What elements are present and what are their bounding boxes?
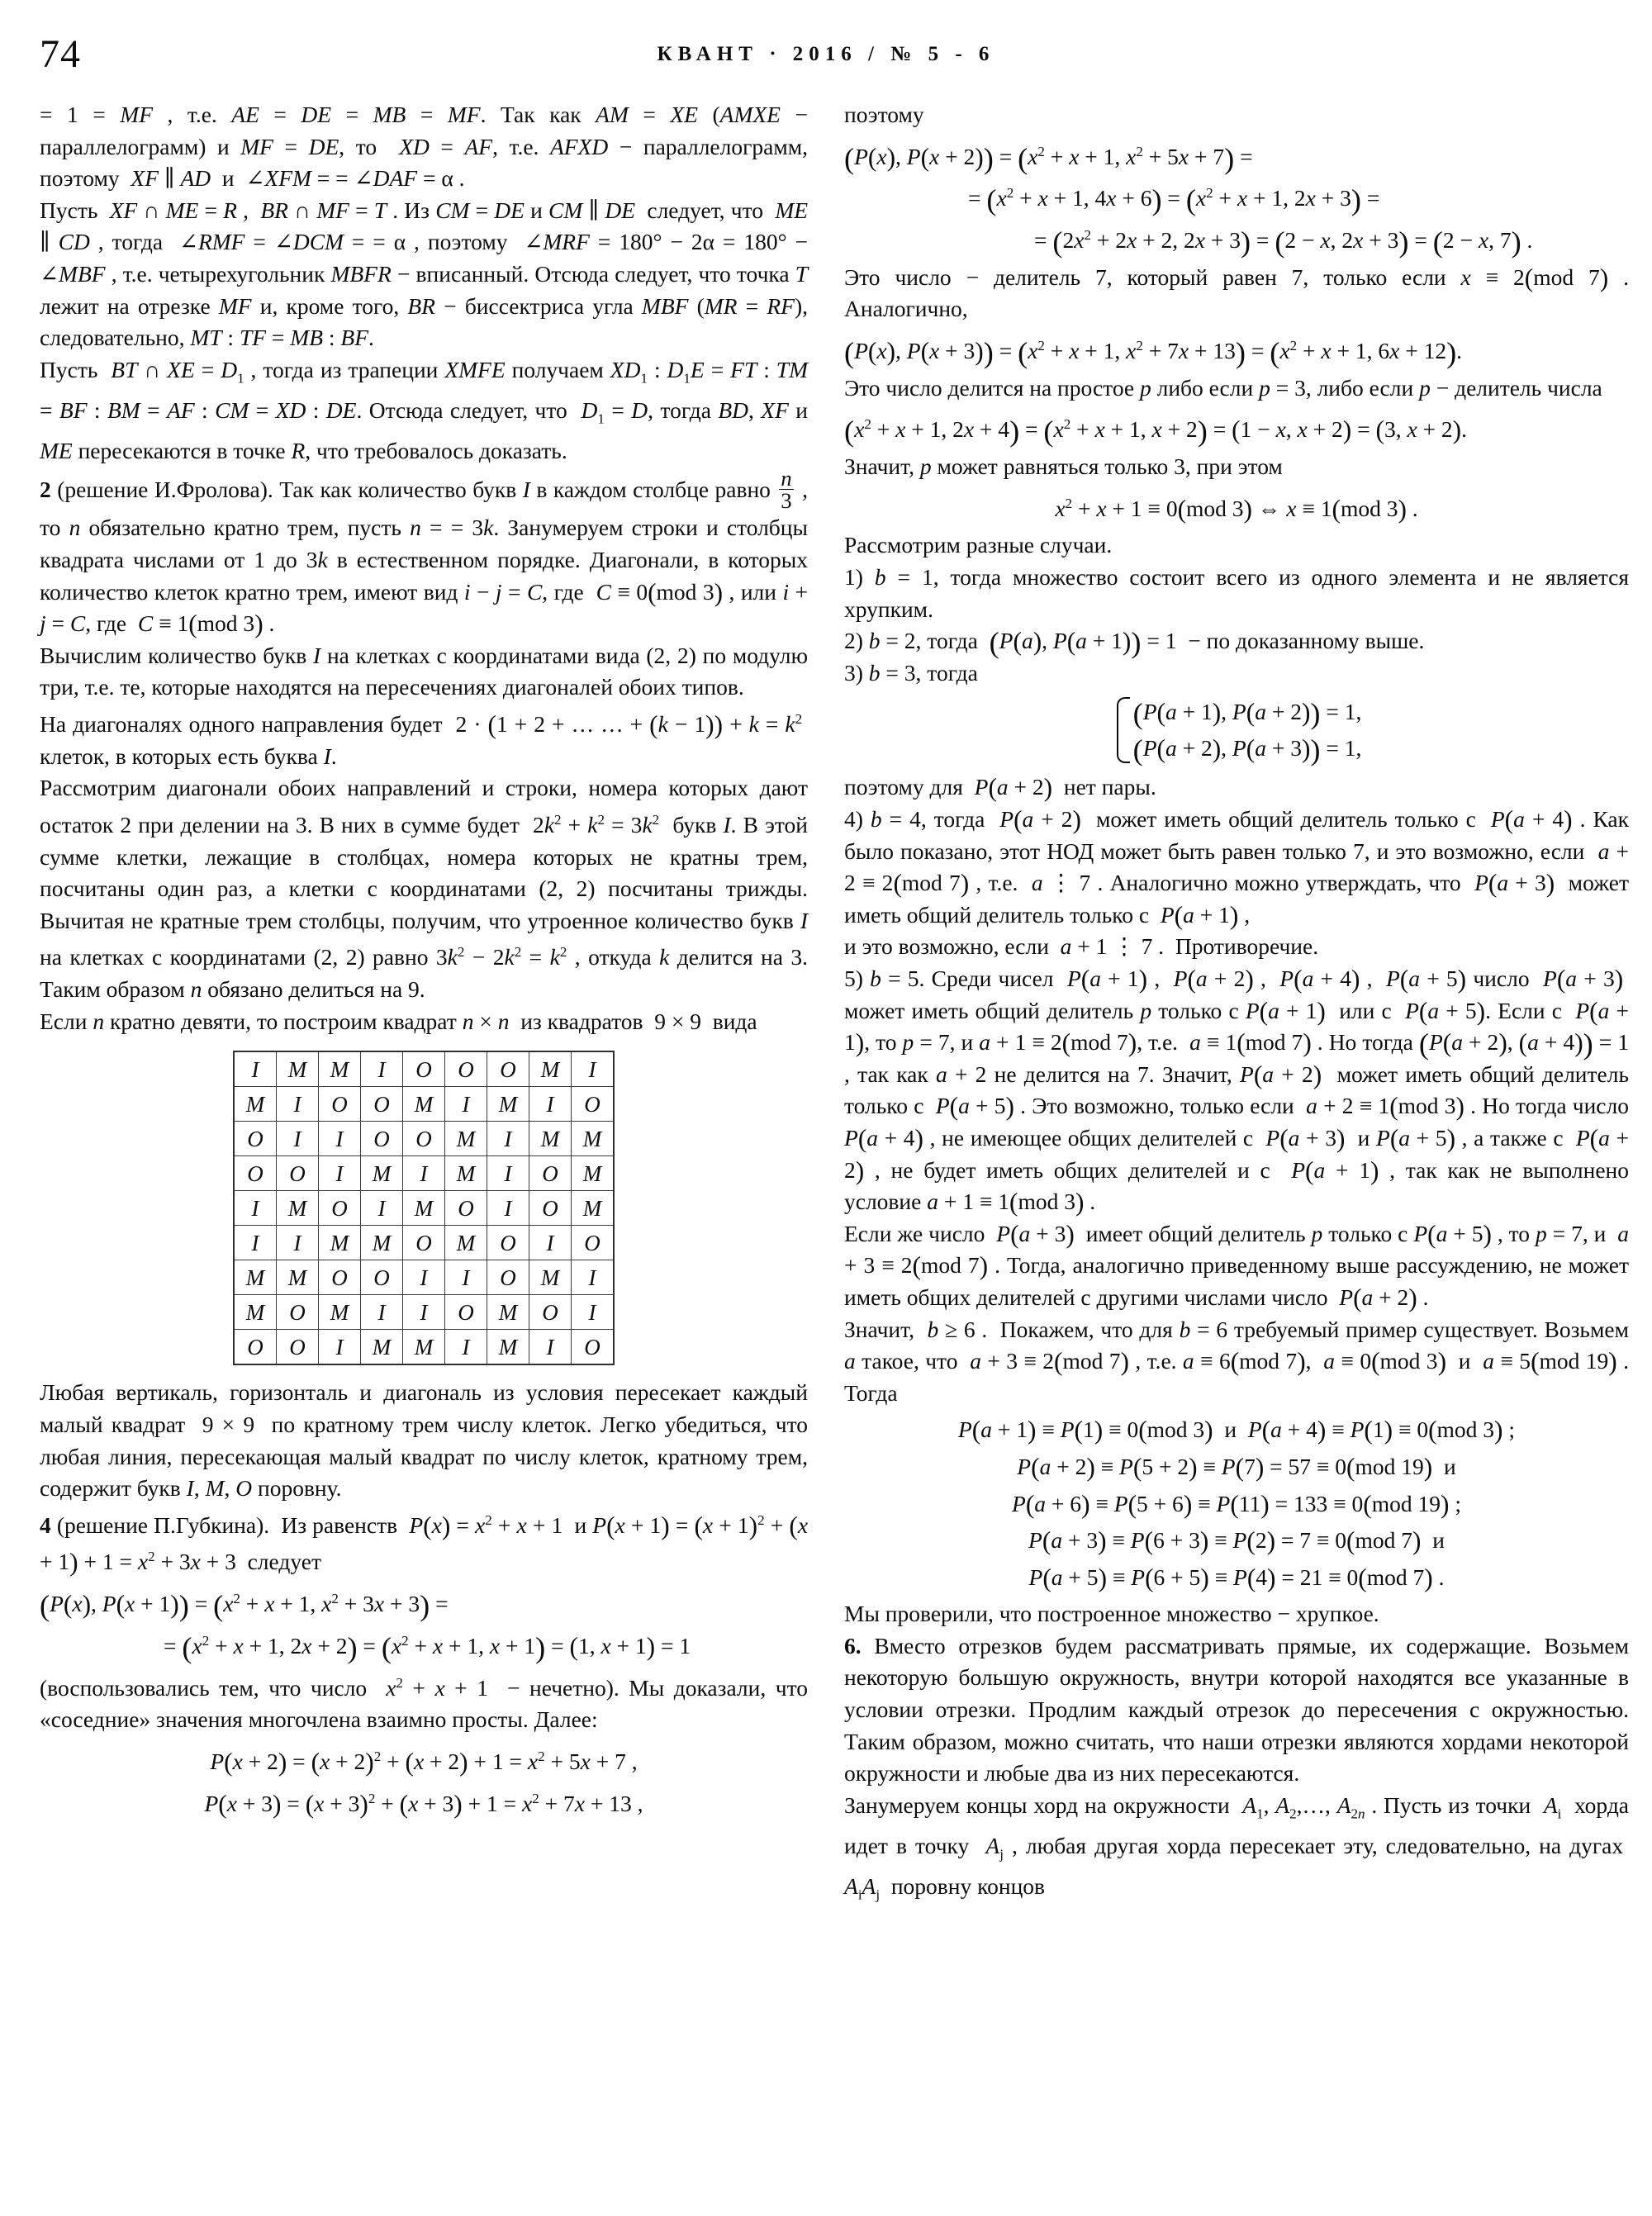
letter-grid-cell: O (361, 1087, 403, 1122)
paragraph-r8: 3) b = 3, тогда (844, 659, 978, 686)
letter-grid-row (234, 1051, 614, 1087)
letter-grid-cell: M (487, 1087, 529, 1122)
letter-grid-cell: M (529, 1051, 572, 1087)
letter-grid-cell: I (572, 1295, 615, 1330)
paragraph-l9: Любая вертикаль, горизонталь и диагональ из условия пересекает каждый малый квадрат 9 × 9 по кратному трем числу клеток. Легко убедиться, что любая линия, пересекающая малый квадрат по числу клеток, кратному трем, содержит букв I, M, O поровну. (40, 1379, 808, 1502)
paragraph-r12: 5) b = 5. Среди чисел P(a + 1) , P(a + 2) , P(a + 4) , P(a + 5) число P(a + 3) может иметь общий делитель p только с P(a + 1) или с P(a + 5). Если с P(a + 1), то p = 7, и a + 1 ≡ 2(mod 7), т.е. a ≡ 1(mod 7) . Но тогда (P(a + 2), (a + 4)) = 1 , так как a + 2 не делится на 7. Значит, P(a + 2) может иметь общий делитель только с P(a + 5) . Это возможно, только если a + 2 ≡ 1(mod 3) . Но тогда число P(a + 4) , не имеющее общих делителей с P(a + 3) и P(a + 5) , а также с P(a + 2) , не будет иметь общих делителей и с P(a + 1) , так как не выполнено условие a + 1 ≡ 1(mod 3) . (844, 964, 1630, 1217)
letter-grid-cell: M (487, 1330, 529, 1365)
letter-grid-row (234, 1330, 614, 1365)
display-formula-r7: P(a + 1) ≡ P(1) ≡ 0(mod 3) и P(a + 4) ≡ P(1) ≡ 0(mod 3) ; (957, 1416, 1516, 1445)
letter-grid-cell: O (445, 1051, 487, 1087)
letter-grid-cell: I (277, 1226, 319, 1260)
letter-grid-cell: I (403, 1156, 445, 1191)
letter-grid-cell: O (319, 1087, 361, 1122)
letter-grid-cell: O (234, 1156, 277, 1191)
display-formula-r1: (P(x), $P(x + 2)) = (x^2 + x + 1$, $x^2 + 5x + 7$) = (844, 141, 1253, 175)
letter-grid-cell: I (361, 1295, 403, 1330)
letter-grid-cell: M (234, 1260, 277, 1295)
paragraph-l5: Вычислим количество букв I на клетках с координатами вида (2, 2) по модулю три, т.е. те, которые находятся на пересечениях диагоналей обоих типов. (40, 642, 808, 700)
paragraph-r14: Значит, b ≥ 6 . Покажем, что для b = 6 требуемый пример существует. Возьмем a такое, что a + 3 ≡ 2(mod 7) , т.е. a ≡ 6(mod 7), a ≡ 0(mod 3) и a ≡ 5(mod 19) . Тогда (844, 1316, 1630, 1406)
letter-grid-cell: I (319, 1122, 361, 1156)
letter-grid-row (234, 1295, 614, 1330)
letter-grid-cell: O (319, 1260, 361, 1295)
letter-grid-figure (40, 1051, 808, 1365)
display-formula-l3: $P(x + 2) = (x + 2)^2 + (x + 2) + 1 = x^2 + 5x + 7$ , (210, 1748, 638, 1777)
letter-grid-cell: M (529, 1260, 572, 1295)
letter-grid-cell: O (445, 1191, 487, 1226)
letter-grid-row (234, 1260, 614, 1295)
letter-grid-cell: O (361, 1122, 403, 1156)
paragraph-l3: Пусть BT ∩ XE = $D_1$ , тогда из трапеции XMFE получаем $XD_1$ : $D_1E$ = FT : TM = BF : BM = AF : CM = XD : DE. Отсюда следует, что $D_1 = D$, тогда BD, XF и ME пересекаются в точке R, что требовалось доказать. (40, 356, 809, 463)
letter-grid-cell: M (234, 1295, 277, 1330)
display-formula-r9: P(a + 6) ≡ P(5 + 6) ≡ P(11) = 133 ≡ 0(mod 19) ; (1012, 1489, 1461, 1519)
letter-grid-cell: M (572, 1122, 615, 1156)
paragraph-r16: 6. Вместо отрезков будем рассматривать прямые, их содержащие. Возьмем некоторую большую окружность, внутри которой находятся все указанные в условии отрезки. Продлим каждый отрезок до пересечения с окружностью. Таким образом, можно считать, что наши отрезки являются хордами некоторой окружности и любые два из них пересекаются. (844, 1632, 1629, 1787)
display-formula-r2: = ($x^2 + x + 1$, $4x + 6) = (x^2 + x + 1$, 2x + 3) = (968, 183, 1380, 217)
letter-grid-cell: I (487, 1191, 529, 1226)
paragraph-r4: Значит, p может равняться только 3, при этом (844, 453, 1283, 480)
letter-grid-cell: I (445, 1087, 487, 1122)
letter-grid-cell: M (445, 1156, 487, 1191)
letter-grid-cell: I (445, 1260, 487, 1295)
letter-grid-cell: O (403, 1226, 445, 1260)
left-column (40, 99, 808, 1825)
paragraph-r2: Это число − делитель 7, который равен 7, только если x ≡ 2(mod 7) . Аналогично, (844, 263, 1629, 322)
problem-marker-6: 6. (844, 1632, 862, 1658)
letter-grid-cell: O (277, 1156, 319, 1191)
letter-grid-cell: O (529, 1295, 572, 1330)
paragraph-r9: поэтому для P(a + 2) нет пары. (844, 773, 1156, 803)
right-column (844, 99, 1629, 1911)
letter-grid-cell: I (487, 1122, 529, 1156)
letter-grid-cell: M (572, 1191, 615, 1226)
letter-grid-cell: O (277, 1295, 319, 1330)
letter-grid-cell: O (529, 1191, 572, 1226)
letter-grid-cell: O (234, 1330, 277, 1365)
letter-grid-cell: I (403, 1260, 445, 1295)
paragraph-l4: 2 (решение И.Фролова). Так как количество букв I в каждом столбце равно $\frac{n}{3}$ , то n обязательно кратно трем, пусть n = = 3k. Занумеруем строки и столбцы квадрата числами от 1 до 3k в естественном порядке. Диагонали, в которых количество клеток кратно трем, имеют вид i − j = C, где C ≡ 0(mod 3) , или i + j = C, где C ≡ 1(mod 3) . (40, 465, 809, 639)
letter-grid-cell: I (572, 1260, 615, 1295)
paragraph-r15: Мы проверили, что построенное множество − хрупкое. (844, 1601, 1379, 1627)
letter-grid-cell: I (234, 1051, 277, 1087)
display-formula-r8: P(a + 2) ≡ P(5 + 2) ≡ P(7) = 57 ≡ 0(mod 19) и (1017, 1452, 1456, 1482)
letter-grid-cell: I (529, 1330, 572, 1365)
paragraph-l6: На диагоналях одного направления будет 2 · (1 + 2 + … … + $(k - 1)) + k = k^2$ клеток, в которых есть буква I. (40, 709, 809, 769)
paragraph-l1: = 1 = MF , т.е. AE = DE = MB = MF. Так как AM = XE (AMXE − параллелограмм) и MF = DE, то XD = AF, т.е. AFXD − параллелограмм, поэтому XF ∥ AD и ∠XFM = = ∠DAF = α . (40, 102, 809, 192)
letter-grid-row (234, 1226, 614, 1260)
letter-grid-cell: I (487, 1156, 529, 1191)
letter-grid-cell: O (361, 1260, 403, 1295)
paragraph-r13: Если же число P(a + 3) имеет общий делитель p только с P(a + 5) , то p = 7, и a + 3 ≡ 2(mod 7) . Тогда, аналогично приведенному выше рассуждению, не может иметь общих делителей с другими числами число P(a + 2) . (844, 1219, 1629, 1312)
letter-grid-row (234, 1122, 614, 1156)
display-formula-r5: ($x^2 + x + 1$, $2x + 4) = (x^2 + x + 1$, x + 2) = (1 − x, x + 2) = (3, x + 2). (844, 415, 1467, 448)
letter-grid-cell: M (572, 1156, 615, 1191)
letter-grid-cell: O (403, 1122, 445, 1156)
letter-grid-cell: M (234, 1087, 277, 1122)
problem-marker-4: 4 (40, 1511, 51, 1538)
display-formula-l2: = ($x^2 + x + 1$, $2x + 2) = (x^2 + x + 1$, x + 1) = (1, x + 1) = 1 (164, 1631, 691, 1665)
letter-grid-cell: M (319, 1051, 361, 1087)
page-number: 74 (40, 32, 81, 76)
letter-grid-cell: M (361, 1330, 403, 1365)
letter-grid-row (234, 1191, 614, 1226)
letter-grid-cell: O (487, 1260, 529, 1295)
letter-grid-cell: O (277, 1330, 319, 1365)
paragraph-l10: 4 (решение П.Губкина). Из равенств $P(x) = x^2 + x + 1$ и $P(x + 1) = (x + 1)^2 + (x + 1) + 1 = x^2 + 3x + 3$ следует (40, 1511, 809, 1578)
paragraph-r3: Это число делится на простое p либо если p = 3, либо если p − делитель числа (844, 374, 1602, 401)
problem-marker-2: 2 (40, 476, 51, 502)
paragraph-l8: Если n кратно девяти, то построим квадрат n × n из квадратов 9 × 9 вида (40, 1008, 757, 1034)
display-formula-r6: $x^2 + x + 1 \equiv 0(mod$ 3) ⇔ x ≡ 1(mod 3) . (1055, 494, 1418, 524)
letter-grid-table (233, 1051, 615, 1365)
letter-grid-cell: O (403, 1051, 445, 1087)
display-formula-l4: $P(x + 3) = (x + 3)^2 + (x + 3) + 1 = x^2 + 7x + 13$ , (204, 1789, 643, 1819)
letter-grid-cell: I (234, 1226, 277, 1260)
running-head (0, 31, 1652, 81)
display-formula-r10: P(a + 3) ≡ P(6 + 3) ≡ P(2) = 7 ≡ 0(mod 7) и (1028, 1526, 1445, 1555)
letter-grid-body (234, 1051, 614, 1364)
letter-grid-row (234, 1087, 614, 1122)
journal-issue-line: КВАНТ · 2016 / № 5 - 6 (657, 43, 995, 65)
display-formula-r3: = ($2x^2 + 2x + 2$, 2x + 3) = (2 − x, 2x + 3) = (2 − x, 7) . (1034, 225, 1533, 259)
letter-grid-cell: O (572, 1330, 615, 1365)
letter-grid-cell: I (445, 1330, 487, 1365)
letter-grid-cell: O (487, 1226, 529, 1260)
equation-system: (P(a + 1), P(a + 2)) = 1, (P(a + 2), P(a + 3)) = 1, (1112, 694, 1362, 766)
paragraph-l11: (воспользовались тем, что число $x^2 + x + 1$ − нечетно). Мы доказали, что «соседние» значения многочлена взаимно просты. Далее: (40, 1674, 808, 1733)
letter-grid-cell: M (529, 1122, 572, 1156)
letter-grid-cell: M (277, 1051, 319, 1087)
letter-grid-cell: O (572, 1226, 615, 1260)
letter-grid-cell: M (445, 1226, 487, 1260)
letter-grid-cell: I (403, 1295, 445, 1330)
letter-grid-cell: M (361, 1226, 403, 1260)
paragraph-r5: Рассмотрим разные случаи. (844, 532, 1113, 558)
letter-grid-cell: I (572, 1051, 615, 1087)
letter-grid-cell: M (277, 1260, 319, 1295)
paragraph-l7: Рассмотрим диагонали обоих направлений и строки, номера которых дают остаток 2 при делении на 3. В них в сумме будет $2k^2 + k^2 = 3k^2$ букв I. В этой сумме клетки, лежащие в столбцах, номера которых не кратны трем, посчитаны один раз, а клетки с координатами (2, 2) посчитаны трижды. Вычитая не кратные трем столбцы, получим, что утроенное количество букв I на клетках с координатами (2, 2) равно $3k^2 - 2k^2 = k^2$ , откуда k делится на 3. Таким образом n обязано делиться на 9. (40, 775, 809, 1003)
letter-grid-cell: I (319, 1156, 361, 1191)
letter-grid-cell: I (234, 1191, 277, 1226)
paragraph-r1: поэтому (844, 102, 924, 127)
letter-grid-cell: M (403, 1191, 445, 1226)
letter-grid-cell: O (529, 1156, 572, 1191)
letter-grid-cell: M (403, 1330, 445, 1365)
letter-grid-cell: I (529, 1226, 572, 1260)
paragraph-r7: 2) b = 2, тогда (P(a), P(a + 1)) = 1 − по доказанному выше. (844, 626, 1425, 660)
paragraph-l2: Пусть XF ∩ ME = R , BR ∩ MF = T . Из CM = DE и CM ∥ DE следует, что ME ∥ CD , тогда ∠RMF = ∠DCM = = α , поэтому ∠MRF = 180° − 2α = 180° − ∠MBF , т.е. четырехугольник MBFR − вписанный. Отсюда следует, что точка T лежит на отрезке MF и, кроме того, BR − биссектриса угла MBF (MR = RF), следовательно, MT : TF = MB : BF. (40, 197, 809, 351)
letter-grid-cell: O (319, 1191, 361, 1226)
letter-grid-cell: M (487, 1295, 529, 1330)
display-formula-r11: P(a + 5) ≡ P(6 + 5) ≡ P(4) = 21 ≡ 0(mod 7) . (1028, 1563, 1445, 1592)
paragraph-r11: и это возможно, если a + 1 ⋮ 7 . Противоречие. (844, 933, 1319, 960)
display-system-r1 (844, 694, 1629, 766)
letter-grid-cell: M (319, 1295, 361, 1330)
letter-grid-cell: I (277, 1087, 319, 1122)
paragraph-r17: Занумеруем концы хорд на окружности $A_1$, $A_2,\dots$, $A_{2n}$ . Пусть из точки $A_i$ хорда идет в точку $A_j$ , любая другая хорда пересекает эту, следовательно, на дугах $A_iA_j$ поровну концов (844, 1791, 1630, 1903)
letter-grid-cell: M (403, 1087, 445, 1122)
letter-grid-cell: I (529, 1087, 572, 1122)
letter-grid-cell: O (234, 1122, 277, 1156)
letter-grid-row (234, 1156, 614, 1191)
paragraph-r10: 4) b = 4, тогда P(a + 2) может иметь общий делитель только с P(a + 4) . Как было показано, этот НОД может быть равен только 7, и это возможно, если a + 2 ≡ 2(mod 7) , т.е. a ⋮ 7 . Аналогично можно утверждать, что P(a + 3) может иметь общий делитель только с P(a + 1) , (844, 804, 1630, 930)
display-formula-r4: (P(x), $P(x + 3)) = (x^2 + x + 1$, $x^2 + 7x + 13) = (x^2 + x + 1$, 6x + 12). (844, 336, 1463, 370)
letter-grid-cell: I (277, 1122, 319, 1156)
display-formula-l1: (P(x), $P(x + 1)) = (x^2 + x + 1$, $x^2 + 3x + 3$) = (40, 1589, 449, 1623)
paragraph-r6: 1) b = 1, тогда множество состоит всего из одного элемента и не является хрупким. (844, 564, 1629, 622)
letter-grid-cell: M (319, 1226, 361, 1260)
letter-grid-cell: I (361, 1051, 403, 1087)
letter-grid-cell: I (361, 1191, 403, 1226)
letter-grid-cell: O (572, 1087, 615, 1122)
letter-grid-cell: M (445, 1122, 487, 1156)
letter-grid-cell: M (361, 1156, 403, 1191)
letter-grid-cell: O (487, 1051, 529, 1087)
letter-grid-cell: O (445, 1295, 487, 1330)
letter-grid-cell: I (319, 1330, 361, 1365)
letter-grid-cell: M (277, 1191, 319, 1226)
